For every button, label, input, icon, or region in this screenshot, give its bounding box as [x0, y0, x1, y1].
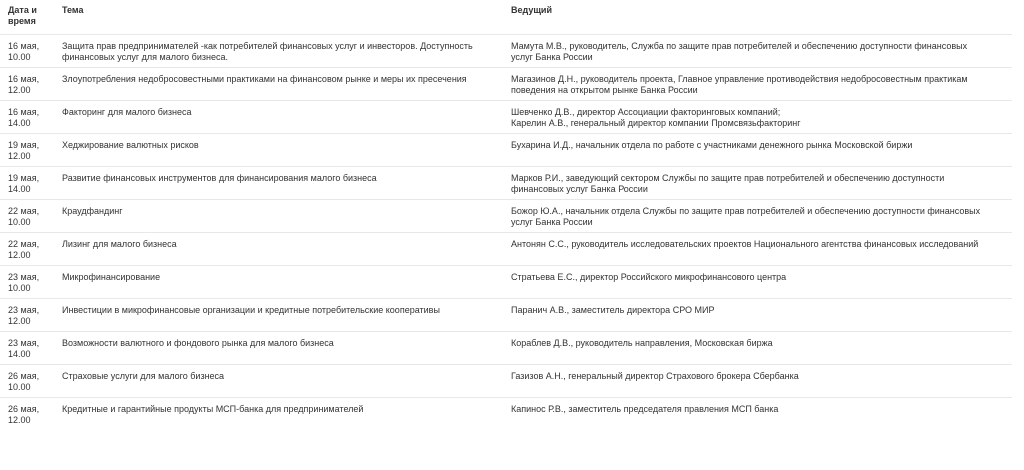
table-row [0, 68, 1012, 101]
cell-host: Кораблев Д.В., руководитель направления, Московская биржа [511, 338, 773, 348]
cell-host: Магазинов Д.Н., руководитель проекта, Главное управление противодействия недобросовестным практикам поведения на открытом рынке Банка России [511, 74, 968, 95]
cell-host: Капинос Р.В., заместитель председателя правления МСП банка [511, 404, 779, 414]
cell-host: Мамута М.В., руководитель, Служба по защите прав потребителей и обеспечению доступности финансовых услуг Банка России [511, 41, 968, 62]
table-row [0, 35, 1012, 68]
table-row [0, 134, 1012, 167]
cell-host: Газизов А.Н., генеральный директор Страхового брокера Сбербанка [511, 371, 799, 381]
cell-date: 23 мая, 12.00 [8, 305, 40, 326]
cell-host: Шевченко Д.В., директор Ассоциации факторинговых компаний; Карелин А.В., генеральный директор компании Промсвязьфакторинг [511, 107, 801, 128]
table-row [0, 266, 1012, 299]
table-row [0, 233, 1012, 266]
header-row [0, 0, 1012, 35]
table-row [0, 398, 1012, 431]
cell-host: Бухарина И.Д., начальник отдела по работе с участниками денежного рынка Московской биржи [511, 140, 913, 150]
table-row [0, 167, 1012, 200]
cell-date: 19 мая, 14.00 [8, 173, 40, 194]
header-date-time: Дата и время [8, 5, 37, 26]
cell-topic: Развитие финансовых инструментов для финансирования малого бизнеса [62, 173, 377, 183]
cell-date: 22 мая, 10.00 [8, 206, 40, 227]
table-header [0, 0, 1012, 35]
cell-host: Паранич А.В., заместитель директора СРО МИР [511, 305, 715, 315]
cell-topic: Лизинг для малого бизнеса [62, 239, 177, 249]
cell-date: 19 мая, 12.00 [8, 140, 40, 161]
cell-topic: Страховые услуги для малого бизнеса [62, 371, 225, 381]
table-row [0, 299, 1012, 332]
cell-host: Антонян С.С., руководитель исследовательских проектов Национального агентства финансовых исследований [511, 239, 979, 249]
cell-host: Марков Р.И., заведующий сектором Службы по защите прав потребителей и обеспечению доступности финансовых услуг Банка России [511, 173, 945, 194]
cell-date: 16 мая, 12.00 [8, 74, 40, 95]
cell-topic: Факторинг для малого бизнеса [62, 107, 192, 117]
cell-topic: Кредитные и гарантийные продукты МСП-банка для предпринимателей [62, 404, 364, 414]
cell-date: 23 мая, 14.00 [8, 338, 40, 359]
table-row [0, 365, 1012, 398]
cell-date: 22 мая, 12.00 [8, 239, 40, 260]
cell-host: Божор Ю.А., начальник отдела Службы по защите прав потребителей и обеспечению доступности финансовых услуг Банка России [511, 206, 981, 227]
cell-date: 26 мая, 12.00 [8, 404, 40, 425]
table-row [0, 101, 1012, 134]
cell-date: 16 мая, 10.00 [8, 41, 40, 62]
header-host: Ведущий [511, 5, 552, 15]
table-row [0, 200, 1012, 233]
cell-topic: Микрофинансирование [62, 272, 161, 282]
cell-host: Стратьева Е.С., директор Российского микрофинансового центра [511, 272, 787, 282]
table-body [0, 35, 1012, 431]
cell-topic: Краудфандинг [62, 206, 123, 216]
cell-topic: Возможности валютного и фондового рынка для малого бизнеса [62, 338, 334, 348]
cell-topic: Хеджирование валютных рисков [62, 140, 199, 150]
cell-topic: Инвестиции в микрофинансовые организации и кредитные потребительские кооперативы [62, 305, 440, 315]
cell-date: 16 мая, 14.00 [8, 107, 40, 128]
cell-topic: Защита прав предпринимателей -как потребителей финансовых услуг и инвесторов. Доступность финансовых услуг для малого бизнеса. [62, 41, 473, 62]
cell-date: 26 мая, 10.00 [8, 371, 40, 392]
table-row [0, 332, 1012, 365]
cell-date: 23 мая, 10.00 [8, 272, 40, 293]
header-topic: Тема [62, 5, 84, 15]
cell-topic: Злоупотребления недобросовестными практиками на финансовом рынке и меры их пресечения [62, 74, 467, 84]
